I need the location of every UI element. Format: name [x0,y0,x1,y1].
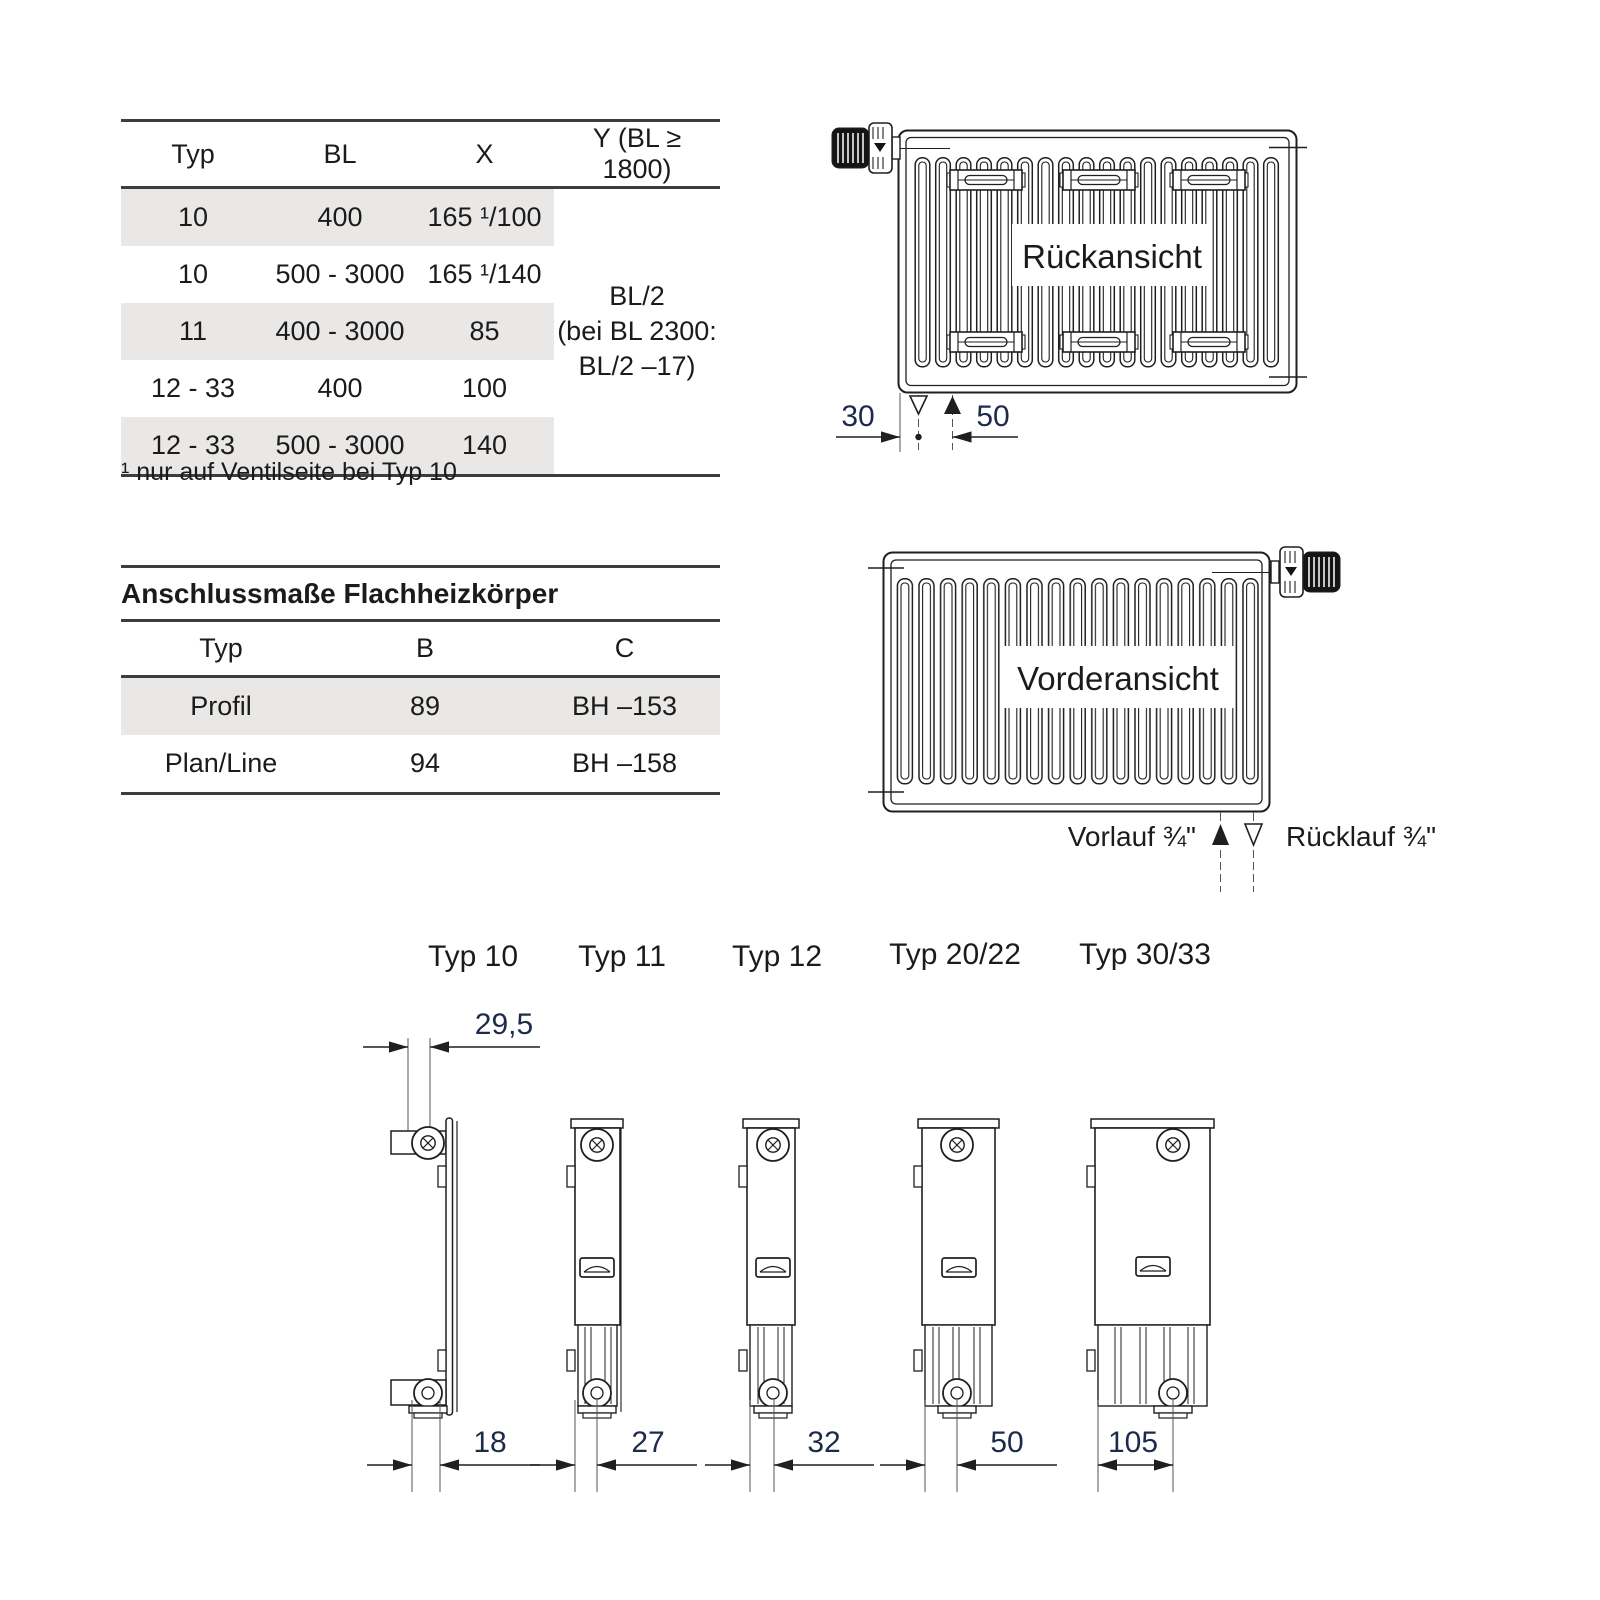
type-label: Typ 10 [427,940,519,973]
type-label: Typ 12 [731,940,823,973]
y-note-line: (bei BL 2300: [557,315,717,346]
top-depth-dim: 29,5 [474,1008,534,1041]
cell-x: 140 [415,417,554,476]
cell-c: BH –158 [571,748,678,778]
y-note-line: BL/2 [609,280,665,311]
return-marker-icon [1245,824,1262,845]
cell-bl: 400 [317,373,363,403]
rear-dim-right: 50 [976,400,1010,433]
table-row [121,735,720,794]
col-header-bl: BL [265,121,415,188]
table-header-row [121,622,720,677]
flow-label: Vorlauf ¾" [1067,821,1196,852]
rear-dimension [836,393,1018,452]
type-label: Typ 30/33 [1079,938,1211,971]
depth-dim: 105 [1107,1426,1159,1459]
cell-typ: 12 - 33 [150,373,236,403]
y-note-line: BL/2 –17) [578,351,696,382]
cell-b: 94 [409,748,441,778]
cell-bl: 400 [265,188,415,247]
profile-typ30-33 [1087,1119,1214,1418]
col-header-x: X [415,121,554,188]
cell-typ: Plan/Line [164,748,278,778]
return-label: Rücklauf ¾" [1286,821,1437,852]
cell-x: 100 [461,373,508,403]
table-footnote: ¹ nur auf Ventilseite bei Typ 10 [121,458,457,486]
depth-dim: 50 [990,1426,1024,1459]
rear-view-label: Rückansicht [1022,238,1202,275]
type-label: Typ 11 [578,940,666,973]
cell-y-note [554,188,720,476]
connection-table-section [121,565,720,795]
depth-dim: 27 [631,1426,665,1459]
col-header-b: B [321,622,529,677]
type-label: Typ 20/22 [889,938,1021,971]
flow-return-annotation [1068,812,1436,892]
cell-x: 165 ¹/140 [427,259,542,289]
flow-marker-icon [944,396,961,414]
cell-bl: 500 - 3000 [275,259,405,289]
cell-typ: 12 - 33 [121,417,265,476]
cell-typ: Profil [121,677,321,736]
col-header-typ: Typ [121,121,265,188]
profile-typ12 [739,1119,799,1418]
rear-dim-left: 30 [841,400,875,433]
cell-x: 165 ¹/100 [415,188,554,247]
table-header-row [121,121,720,188]
depth-dim: 32 [807,1426,841,1459]
connection-table [121,622,720,795]
flow-marker-icon [1212,824,1229,845]
cell-bl: 500 - 3000 [265,417,415,476]
profile-typ10 [363,1008,540,1418]
profile-type-labels [428,938,1211,973]
profile-typ11 [567,1119,623,1418]
cell-b: 89 [321,677,529,736]
table-row [121,677,720,736]
return-marker-icon [910,396,927,414]
cell-c: BH –153 [529,677,720,736]
cell-typ: 10 [121,188,265,247]
profile-typ20-22 [914,1119,999,1418]
table-row [121,188,720,247]
connection-table-title: Anschlussmaße Flachheizkörper [121,565,720,622]
cell-bl: 400 - 3000 [265,303,415,360]
col-header-c: C [529,622,720,677]
front-view-label: Vorderansicht [1017,660,1219,697]
col-header-y: Y (BL ≥ 1800) [554,121,720,188]
cell-x: 85 [415,303,554,360]
dimension-table [121,119,720,477]
cell-typ: 10 [177,259,209,289]
cell-typ: 11 [121,303,265,360]
col-header-typ: Typ [121,622,321,677]
rear-view-drawing [832,123,1307,452]
front-view-drawing [868,547,1436,892]
depth-dim: 18 [473,1426,507,1459]
